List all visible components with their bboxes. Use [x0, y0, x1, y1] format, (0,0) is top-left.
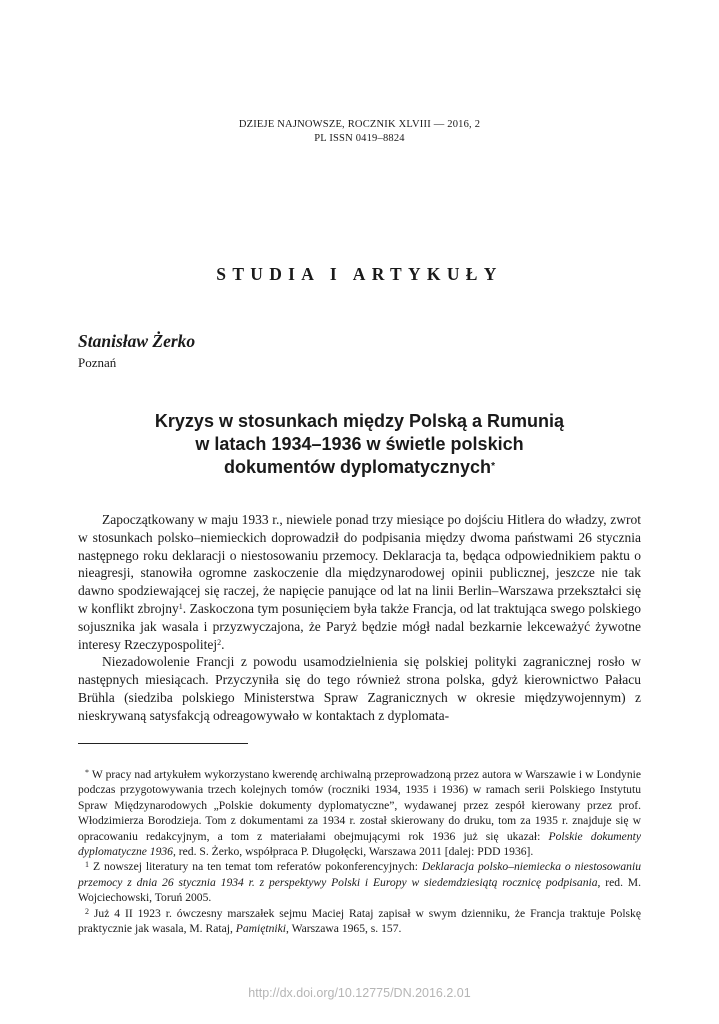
article-title [0, 410, 719, 479]
footnote-star-mark: * [85, 768, 89, 777]
paragraph-1 [78, 511, 641, 653]
author-name: Stanisław Żerko [78, 331, 196, 351]
title-footnote-mark[interactable]: * [491, 461, 495, 472]
title-line-3 [0, 456, 719, 479]
footnote-2-text-b: , Warszawa 1965, s. 157. [285, 922, 402, 936]
paragraph-1-text-c: . [221, 636, 225, 652]
article-body [78, 511, 641, 725]
footnotes [78, 767, 641, 936]
footnote-star-text-b: , red. S. Żerko, współpraca P. Długołęcki, Warszawa 2011 [dalej: PDD 1936]. [172, 845, 534, 859]
paragraph-2: Niezadowolenie Francji z powodu usamodzielnienia się polskiej polityki zagranicznej rosło w następnych miesiącach. Przyczyniła się do tego również strona polska, gdyż kierownictwo Pałacu Brühla (siedziba polskiego Ministerstwa Spraw Zagranicznych w okresie międzywojennym) z nieskrywaną satysfakcją odreagowywało w kontaktach z dyplomata- [78, 654, 641, 723]
footnote-star-text-a: W pracy nad artykułem wykorzystano kwerendę archiwalną przeprowadzoną przez autora w Warszawie i w Londynie podczas przygotowywania trzech kolejnych tomów (roczniki 1934, 1935 i 1936) w ramach serii Polskiego Instytutu Spraw Międzynarodowych „Polskie dokumenty dyplomatyczne”, wydawanej przez zespół kierowany przez prof. Włodzimierza Borodzieja. Tom z dokumentami za 1934 r. został skierowany do druku, tom za 1935 r. znajduje się w opracowaniu redakcyjnym, a tom z materiałami obejmującymi rok 1936 już się ukazał: [78, 768, 641, 843]
footnote-1-title: Deklaracja polsko–niemiecka o niestosowaniu przemocy z dnia 26 stycznia 1934 r. z perspektywy Polski i Europy w siedemdziesiątą rocznicę podpisania [78, 860, 641, 889]
journal-header [0, 118, 719, 146]
footnote-star-title: Polskie dokumenty dyplomatyczne 1936 [78, 829, 641, 859]
footnote-2-mark: 2 [85, 906, 89, 916]
title-line-1: Kryzys w stosunkach między Polską a Rumunią [154, 411, 565, 431]
paragraph-1-text-b: . Zaskoczona tym posunięciem była także Francja, od lat traktująca swego polskiego sojusznika jak wasala i przyzwyczajona, że Paryż będzie mógł nadal bezkarnie lekceważyć żywotne interesy Rzeczypospolitej [78, 600, 641, 652]
footnote-2 [78, 906, 641, 937]
section-title: STUDIA I ARTYKUŁY [216, 264, 503, 284]
footnote-divider [78, 743, 248, 744]
footnote-2-title: Pamiętniki [235, 922, 286, 936]
footnote-1-mark: 1 [85, 860, 89, 870]
journal-issn: PL ISSN 0419–8824 [314, 133, 405, 144]
footnote-ref-2[interactable]: 2 [217, 637, 222, 647]
footnote-star [78, 767, 641, 859]
doi-link[interactable]: http://dx.doi.org/10.12775/DN.2016.2.01 [248, 986, 471, 1000]
journal-name: DZIEJE NAJNOWSZE, ROCZNIK XLVIII — 2016, 2 [238, 119, 481, 130]
title-line-3-text: dokumentów dyplomatycznych [224, 457, 492, 477]
paragraph-1-text-a: Zapoczątkowany w maju 1933 r., niewiele ponad trzy miesiące po dojściu Hitlera do władzy, zwrot w stosunkach polsko–niemieckich doprowadził do podpisania między dwoma państwami 26 stycznia następnego roku deklaracji o niestosowaniu przemocy. Deklaracja ta, będąca odpowiednikiem paktu o nieagresji, stanowiła ogromne zaskoczenie dla międzynarodowej opinii publicznej, jeszcze nie tak dawno spodziewającej się raczej, że napięcie panujące od lat na linii Berlin–Warszawa przekształci się w konflikt zbrojny [78, 512, 641, 616]
footnote-ref-1[interactable]: 1 [178, 601, 183, 611]
footnote-1-text-b: , red. M. Wojciechowski, Toruń 2005. [78, 875, 642, 905]
author-affiliation: Poznań [78, 355, 117, 370]
footnote-2-text-a: Już 4 II 1923 r. ówczesny marszałek sejmu Maciej Rataj zapisał w swym dzienniku, że Francja traktuje Polskę praktycznie jak wasala, M. Rataj, [78, 906, 641, 936]
footnote-1 [78, 859, 641, 905]
footnote-1-text-a: Z nowszej literatury na ten temat tom referatów pokonferencyjnych: [92, 860, 422, 874]
title-line-2: w latach 1934–1936 w świetle polskich [195, 434, 524, 454]
